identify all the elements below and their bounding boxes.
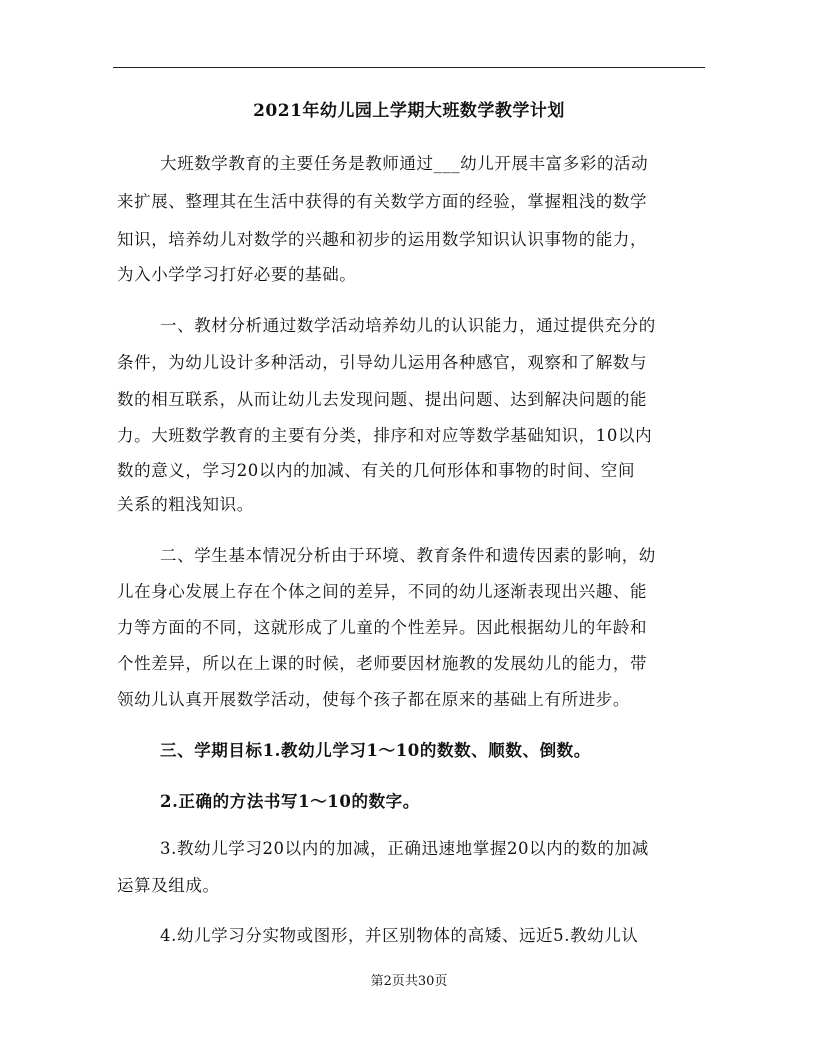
body-line: 数的相互联系，从而让幼儿去发现问题、提出问题、达到解决问题的能	[117, 390, 648, 409]
body-line: 数的意义，学习20以内的加减、有关的几何形体和事物的时间、空间	[117, 461, 636, 480]
page-footer: 第2页共30页	[370, 974, 448, 989]
body-line: 领幼儿认真开展数学活动，使每个孩子都在原来的基础上有所进步。	[117, 690, 630, 709]
body-line: 个性差异，所以在上课的时候，老师要因材施教的发展幼儿的能力，带	[117, 654, 648, 673]
body-line: 来扩展、整理其在生活中获得的有关数学方面的经验，掌握粗浅的数学	[117, 192, 648, 211]
body-line: 条件，为幼儿设计多种活动，引导幼儿运用各种感官，观察和了解数与	[117, 353, 648, 372]
section-heading: 三、学期目标1.教幼儿学习1～10的数数、顺数、倒数。	[160, 741, 591, 760]
header-rule	[113, 67, 705, 68]
body-line: 儿在身心发展上存在个体之间的差异，不同的幼儿逐渐表现出兴趣、能	[117, 582, 648, 601]
body-line: 为入小学学习打好必要的基础。	[117, 265, 357, 284]
body-line: 关系的粗浅知识。	[117, 495, 254, 514]
body-line: 大班数学教育的主要任务是教师通过___幼儿开展丰富多彩的活动	[160, 154, 649, 173]
body-line: 一、教材分析通过数学活动培养幼儿的认识能力，通过提供充分的	[160, 316, 656, 335]
body-line: 力等方面的不同，这就形成了儿童的个性差异。因此根据幼儿的年龄和	[117, 618, 648, 637]
body-line: 力。大班数学教育的主要有分类，排序和对应等数学基础知识，10以内	[117, 426, 653, 445]
goal-item: 4.幼儿学习分实物或图形，并区别物体的高矮、远近5.教幼儿认	[160, 926, 639, 945]
body-line: 二、学生基本情况分析由于环境、教育条件和遗传因素的影响，幼	[160, 546, 656, 565]
body-line: 运算及组成。	[117, 876, 220, 895]
page-title: 2021年幼儿园上学期大班数学教学计划	[253, 101, 565, 121]
body-line: 知识，培养幼儿对数学的兴趣和初步的运用数学知识认识事物的能力，	[117, 230, 648, 249]
goal-item: 2.正确的方法书写1～10的数字。	[160, 792, 420, 811]
goal-item: 3.教幼儿学习20以内的加减，正确迅速地掌握20以内的数的加减	[160, 839, 649, 858]
